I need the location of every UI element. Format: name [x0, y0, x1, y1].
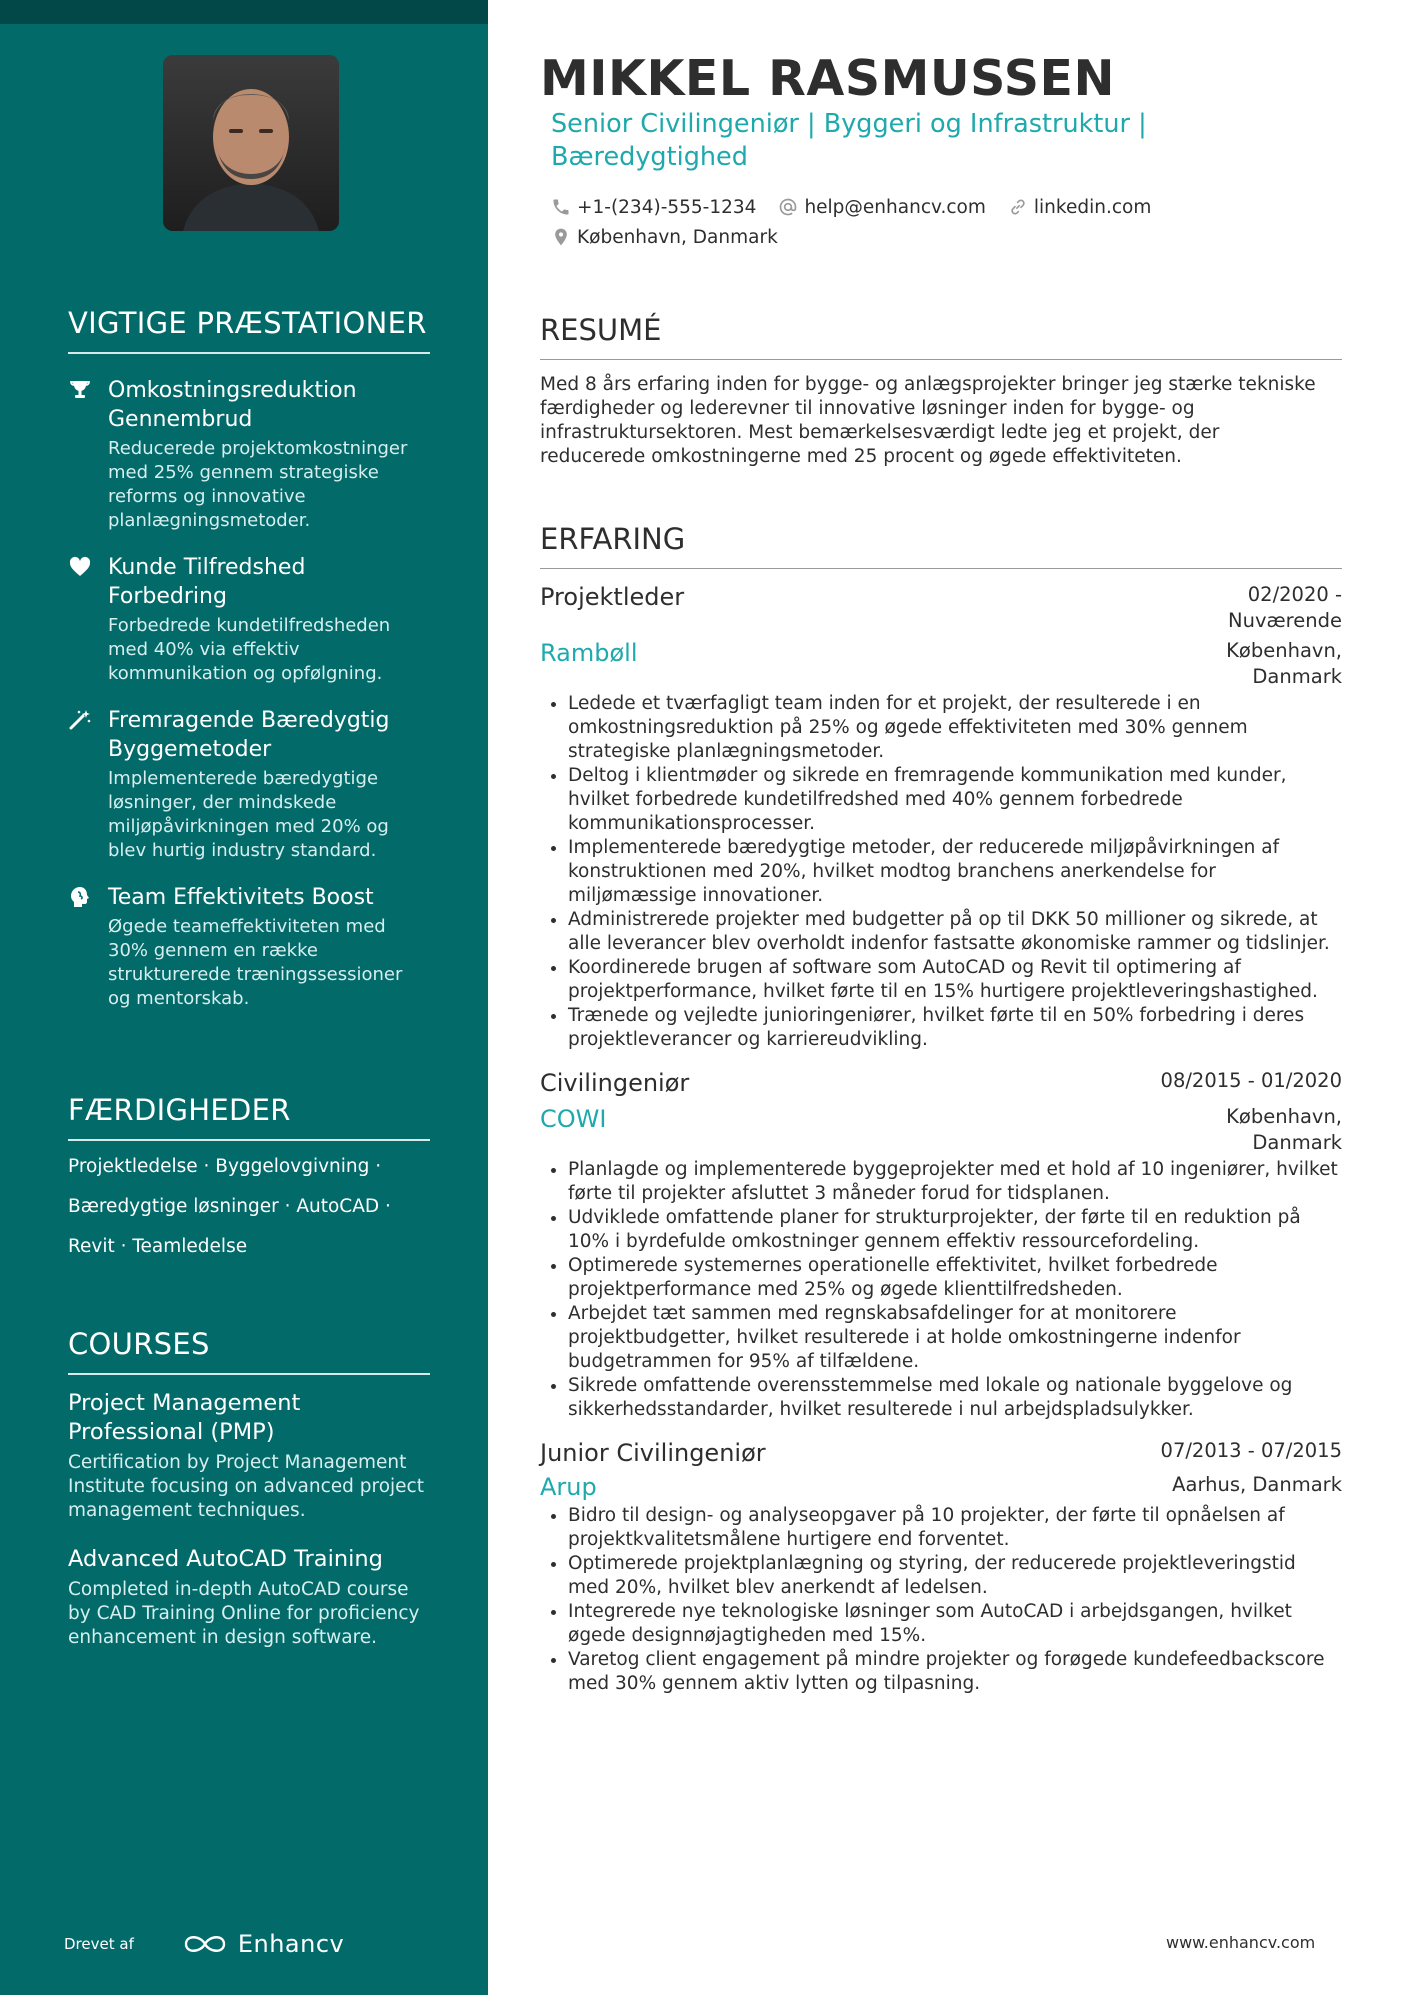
linkedin-text: linkedin.com	[1033, 196, 1152, 218]
job-bullets	[540, 692, 1342, 1052]
sidebar	[0, 0, 488, 1995]
sidebar-top-bar	[0, 0, 488, 24]
candidate-subtitle: Senior Civilingeniør | Byggeri og Infrastruktur | Bæredygtighed	[551, 109, 1147, 172]
heart-icon	[68, 555, 92, 579]
achievements-section	[68, 306, 430, 1011]
job-location: København, Danmark	[1226, 639, 1342, 688]
job-bullet: • Optimerede systemernes operationelle effektivitet, hvilket forbedrede projektperformance med 25% og øgede klienttilfredsheden.	[568, 1254, 1342, 1302]
job-location: København, Danmark	[1226, 1105, 1342, 1154]
achievement-description: Implementerede bæredygtige løsninger, der mindskede miljøpåvirkningen med 20% og blev hurtig industry standard.	[108, 768, 389, 861]
job-bullet: • Arbejdet tæt sammen med regnskabsafdelinger for at monitorere projektbudgetter, hvilket resulterede i at holde omkostningerne indenfor budgetrammen for 95% af tilfældene.	[568, 1302, 1342, 1374]
achievement-description: Forbedrede kundetilfredsheden med 40% via effektiv kommunikation og opfølgning.	[108, 615, 391, 684]
achievement-title: Kunde Tilfredshed Forbedring	[108, 555, 306, 609]
experience-section	[540, 522, 1342, 1696]
job-title: Projektleder	[540, 583, 685, 611]
email-contact[interactable]	[778, 197, 985, 218]
achievement-description: Reducerede projektomkostninger med 25% gennem strategiske reforms og innovative planlægningsmetoder.	[108, 438, 408, 531]
courses-section	[68, 1327, 430, 1650]
achievement-title: Team Effektivitets Boost	[108, 885, 374, 910]
course-item	[68, 1389, 430, 1523]
job-bullet: • Udviklede omfattende planer for strukturprojekter, der førte til en reduktion på 10% i byrdefulde omkostninger gennem effektiv ressourcefordeling.	[568, 1206, 1342, 1254]
location-text: København, Danmark	[577, 226, 778, 248]
trophy-icon	[68, 378, 92, 402]
job-bullet: • Planlagde og implementerede byggeprojekter med et hold af 10 ingeniører, hvilket førte til projekter afsluttet 3 måneder forud for tidsplanen.	[568, 1158, 1342, 1206]
achievement-item	[68, 553, 430, 686]
skills-heading: FÆRDIGHEDER	[68, 1093, 430, 1141]
company-name: Arup	[540, 1473, 597, 1501]
company-name: COWI	[540, 1105, 607, 1133]
job-location: Aarhus, Danmark	[1172, 1473, 1342, 1496]
course-title: Advanced AutoCAD Training	[68, 1546, 383, 1572]
job-entry	[540, 1068, 1342, 1422]
job-bullet: • Varetog client engagement på mindre projekter og forøgede kundefeedbackscore med 30% gennem aktiv lytten og tilpasning.	[568, 1648, 1342, 1696]
phone-icon	[551, 197, 571, 217]
job-bullet: • Sikrede omfattende overensstemmelse med lokale og nationale byggelove og sikkerhedsstandarder, hvilket resulterede i nul arbejdspladsulykker.	[568, 1374, 1342, 1422]
course-title: Project Management Professional (PMP)	[68, 1390, 301, 1445]
enhancv-brand: Enhancv	[237, 1930, 345, 1958]
magic-wand-icon	[68, 708, 92, 732]
job-bullet: • Ledede et tværfagligt team inden for et projekt, der resulterede i en omkostningsreduktion på 25% og øgede effektiviteten med 30% gennem strategiske planlægningsmetoder.	[568, 692, 1342, 764]
summary-section	[540, 313, 1342, 469]
summary-heading: RESUMÉ	[540, 313, 1342, 360]
enhancv-logo[interactable]	[182, 1930, 344, 1958]
job-dates: 07/2013 - 07/2015	[1160, 1439, 1342, 1462]
achievement-description: Øgede teameffektiviteten med 30% gennem en række strukturerede træningssessioner og mentorskab.	[108, 916, 403, 1009]
website-footer[interactable]: www.enhancv.com	[1166, 1933, 1316, 1952]
job-bullet: • Koordinerede brugen af software som AutoCAD og Revit til optimering af projektperformance, hvilket førte til en 15% hurtigere projektleveringshastighed.	[568, 956, 1342, 1004]
link-icon	[1008, 197, 1028, 217]
course-description: Completed in-depth AutoCAD course by CAD Training Online for proficiency enhancement in design software.	[68, 1579, 420, 1648]
job-bullet: • Integrerede nye teknologiske løsninger som AutoCAD i arbejdsgangen, hvilket øgede designnøjagtigheden med 15%.	[568, 1600, 1342, 1648]
phone-contact[interactable]	[551, 197, 756, 218]
skills-line: Bæredygtige løsninger · AutoCAD ·	[68, 1196, 391, 1217]
achievement-title: Fremragende Bæredygtig Byggemetoder	[108, 708, 390, 762]
phone-text: +1-(234)-555-1234	[577, 196, 757, 218]
summary-text: Med 8 års erfaring inden for bygge- og anlægsprojekter bringer jeg stærke tekniske færdigheder og lederevner til innovative løsninger inden for bygge- og infrastruktursektoren. Mest bemærkelsesværdigt ledte jeg et projekt, der reducerede omkostningerne med 25 procent og øgede effektiviteten.	[540, 374, 1316, 467]
job-bullets	[540, 1504, 1342, 1696]
achievement-item	[68, 376, 430, 533]
email-text: help@enhancv.com	[804, 196, 986, 218]
job-bullets	[540, 1158, 1342, 1422]
skills-line: Revit · Teamledelse	[68, 1236, 248, 1257]
job-title: Junior Civilingeniør	[540, 1439, 766, 1467]
brain-icon	[68, 885, 92, 909]
profile-photo	[163, 55, 339, 231]
linkedin-contact[interactable]	[1008, 197, 1151, 218]
achievement-item	[68, 883, 430, 1011]
achievement-title: Omkostningsreduktion Gennembrud	[108, 378, 357, 432]
candidate-name: MIKKEL RASMUSSEN	[540, 50, 1116, 107]
location-pin-icon	[551, 227, 571, 247]
course-description: Certification by Project Management Institute focusing on advanced project management techniques.	[68, 1452, 424, 1521]
achievements-heading: VIGTIGE PRÆSTATIONER	[68, 306, 430, 354]
at-icon	[778, 197, 798, 217]
achievement-item	[68, 706, 430, 863]
job-entry	[540, 582, 1342, 1052]
enhancv-logo-icon	[182, 1932, 228, 1956]
company-name: Rambøll	[540, 639, 638, 667]
job-bullet: • Administrerede projekter med budgetter på op til DKK 50 millioner og sikrede, at alle leverancer blev overholdt indenfor fastsatte økonomiske rammer og tidslinjer.	[568, 908, 1342, 956]
powered-by-label: Drevet af	[64, 1935, 134, 1953]
powered-by	[64, 1930, 344, 1958]
job-dates: 08/2015 - 01/2020	[1160, 1069, 1342, 1092]
job-dates: 02/2020 - Nuværende	[1228, 583, 1342, 632]
job-bullet: • Optimerede projektplanlægning og styring, der reducerede projektleveringstid med 20%, hvilket blev anerkendt af ledelsen.	[568, 1552, 1342, 1600]
job-title: Civilingeniør	[540, 1069, 690, 1097]
job-bullet: • Bidro til design- og analyseopgaver på 10 projekter, der førte til opnåelsen af projektkvalitetsmålene hurtigere end forventet.	[568, 1504, 1342, 1552]
skills-section	[68, 1093, 430, 1259]
job-bullet: • Implementerede bæredygtige metoder, der reducerede miljøpåvirkningen af konstruktionen med 20%, hvilket modtog branchens anerkendelse for miljømæssige innovationer.	[568, 836, 1342, 908]
contact-info	[551, 192, 1351, 252]
skills-line: Projektledelse · Byggelovgivning ·	[68, 1156, 382, 1177]
job-bullet: • Deltog i klientmøder og sikrede en fremragende kommunikation med kunder, hvilket forbedrede kundetilfredshed med 40% gennem forbedrede kommunikationsprocesser.	[568, 764, 1342, 836]
job-bullet: • Trænede og vejledte junioringeniører, hvilket førte til en 50% forbedring i deres projektleverancer og karriereudvikling.	[568, 1004, 1342, 1052]
job-entry	[540, 1438, 1342, 1696]
location-contact	[551, 227, 778, 248]
experience-heading: ERFARING	[540, 522, 1342, 569]
course-item	[68, 1545, 430, 1650]
courses-heading: COURSES	[68, 1327, 430, 1375]
